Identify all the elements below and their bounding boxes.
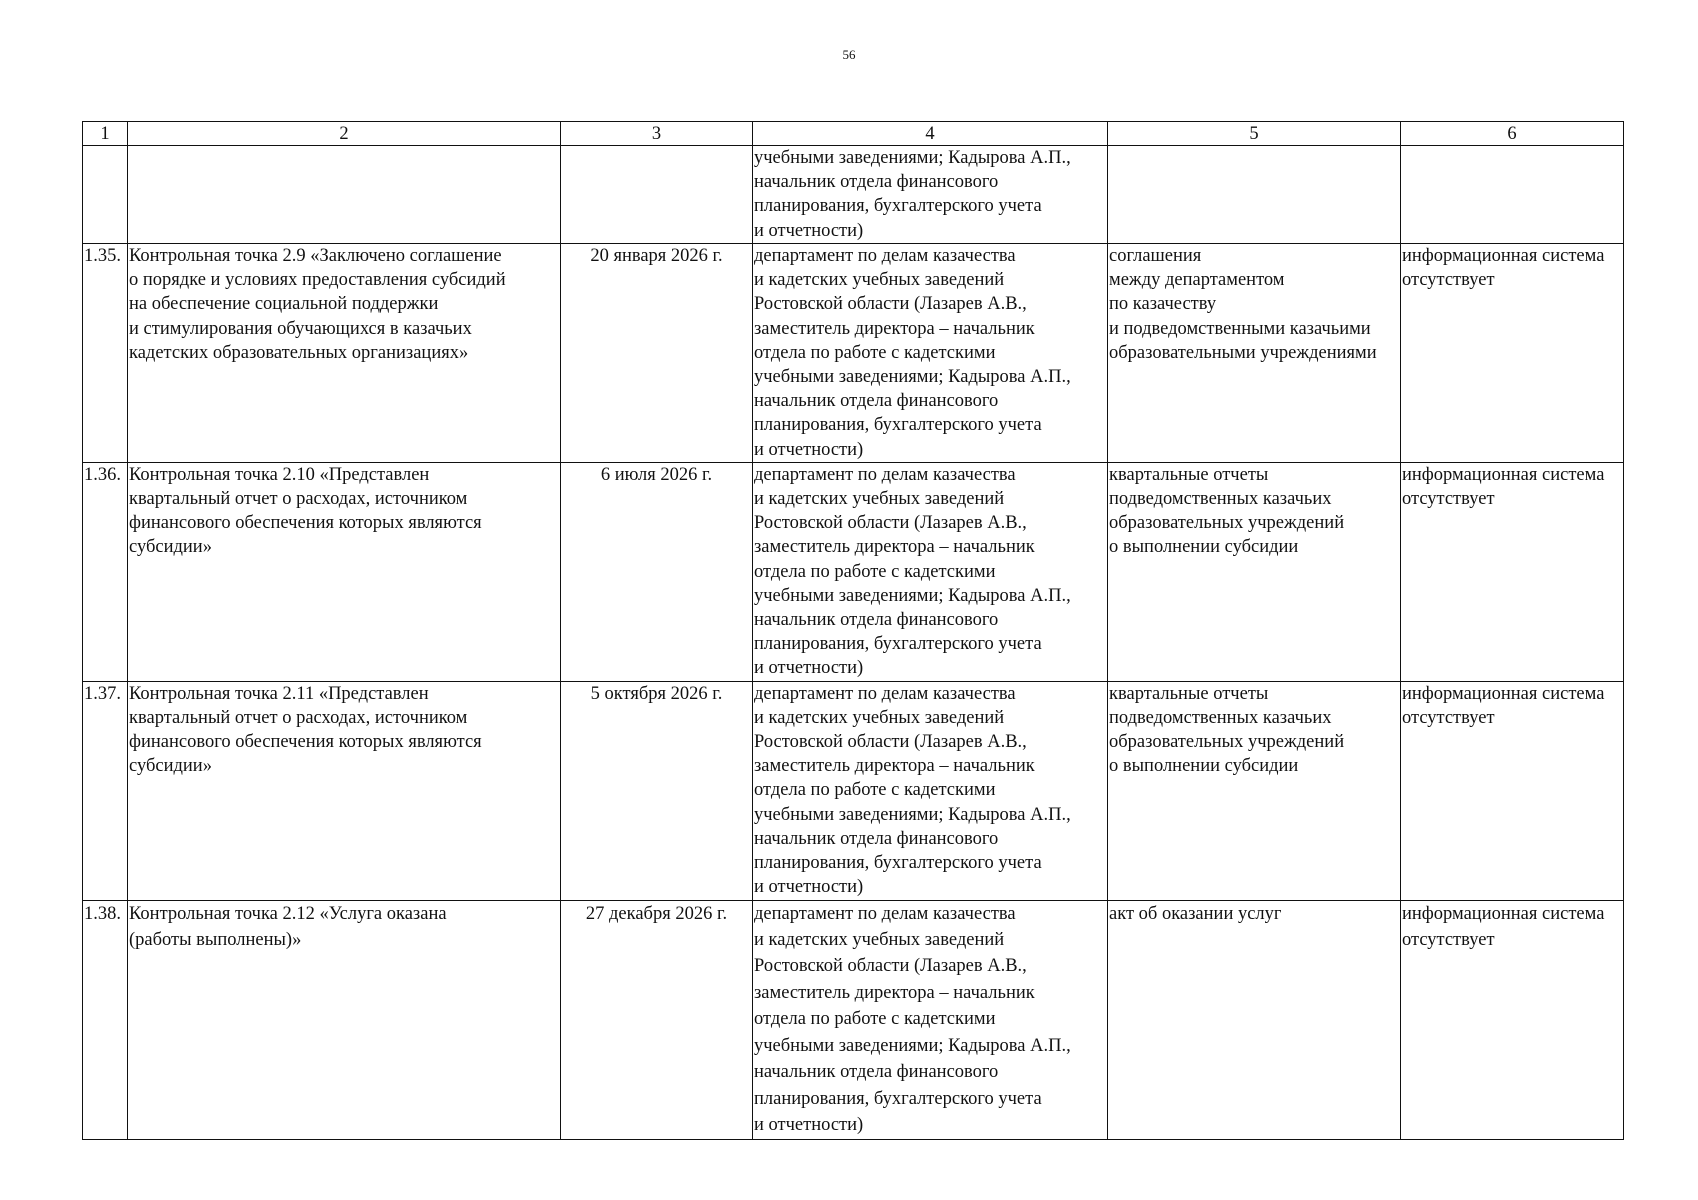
responsible-executor: департамент по делам казачества и кадетских учебных заведений Ростовской области (Лазарев А.В., заместитель директора – начальник отдела по работе с кадетскими учебными заведениями; Кадырова А.П., начальник отдела финансового планирования, бухгалтерского учета и отчетности) [753, 900, 1108, 1139]
header-col-5: 5 [1108, 122, 1401, 146]
due-date: 6 июля 2026 г. [561, 462, 753, 681]
responsible-executor: департамент по делам казачества и кадетских учебных заведений Ростовской области (Лазарев А.В., заместитель директора – начальник отдела по работе с кадетскими учебными заведениями; Кадырова А.П., начальник отдела финансового планирования, бухгалтерского учета и отчетности) [753, 681, 1108, 900]
row-number: 1.35. [83, 244, 128, 463]
information-system: информационная система отсутствует [1401, 462, 1624, 681]
table-header-row [83, 122, 1624, 146]
header-col-3: 3 [561, 122, 753, 146]
control-point-name [128, 146, 561, 244]
table-row [83, 244, 1624, 463]
document-type: квартальные отчеты подведомственных казачьих образовательных учреждений о выполнении субсидии [1108, 462, 1401, 681]
control-point-name: Контрольная точка 2.11 «Представлен квартальный отчет о расходах, источником финансового обеспечения которых являются субсидии» [128, 681, 561, 900]
responsible-executor: департамент по делам казачества и кадетских учебных заведений Ростовской области (Лазарев А.В., заместитель директора – начальник отдела по работе с кадетскими учебными заведениями; Кадырова А.П., начальник отдела финансового планирования, бухгалтерского учета и отчетности) [753, 462, 1108, 681]
due-date: 27 декабря 2026 г. [561, 900, 753, 1139]
information-system: информационная система отсутствует [1401, 244, 1624, 463]
header-col-4: 4 [753, 122, 1108, 146]
responsible-executor: департамент по делам казачества и кадетских учебных заведений Ростовской области (Лазарев А.В., заместитель директора – начальник отдела по работе с кадетскими учебными заведениями; Кадырова А.П., начальник отдела финансового планирования, бухгалтерского учета и отчетности) [753, 244, 1108, 463]
information-system: информационная система отсутствует [1401, 900, 1624, 1139]
due-date [561, 146, 753, 244]
header-col-6: 6 [1401, 122, 1624, 146]
control-points-table [82, 121, 1624, 1140]
document-type: акт об оказании услуг [1108, 900, 1401, 1139]
page-number: 56 [842, 47, 856, 62]
header-col-2: 2 [128, 122, 561, 146]
header-col-1: 1 [83, 122, 128, 146]
row-number: 1.36. [83, 462, 128, 681]
control-point-name: Контрольная точка 2.12 «Услуга оказана (работы выполнены)» [128, 900, 561, 1139]
information-system: информационная система отсутствует [1401, 681, 1624, 900]
row-number: 1.38. [83, 900, 128, 1139]
table-row [83, 462, 1624, 681]
row-number: 1.37. [83, 681, 128, 900]
document-type [1108, 146, 1401, 244]
table-row [83, 900, 1624, 1139]
due-date: 5 октября 2026 г. [561, 681, 753, 900]
due-date: 20 января 2026 г. [561, 244, 753, 463]
information-system [1401, 146, 1624, 244]
row-number [83, 146, 128, 244]
responsible-executor: учебными заведениями; Кадырова А.П., начальник отдела финансового планирования, бухгалтерского учета и отчетности) [753, 146, 1108, 244]
control-point-name: Контрольная точка 2.9 «Заключено соглашение о порядке и условиях предоставления субсидий на обеспечение социальной поддержки и стимулирования обучающихся в казачьих кадетских образовательных организациях» [128, 244, 561, 463]
document-type: соглашения между департаментом по казачеству и подведомственными казачьими образовательными учреждениями [1108, 244, 1401, 463]
document-type: квартальные отчеты подведомственных казачьих образовательных учреждений о выполнении субсидии [1108, 681, 1401, 900]
table-row [83, 681, 1624, 900]
control-point-name: Контрольная точка 2.10 «Представлен квартальный отчет о расходах, источником финансового обеспечения которых являются субсидии» [128, 462, 561, 681]
table-row-continuation [83, 146, 1624, 244]
